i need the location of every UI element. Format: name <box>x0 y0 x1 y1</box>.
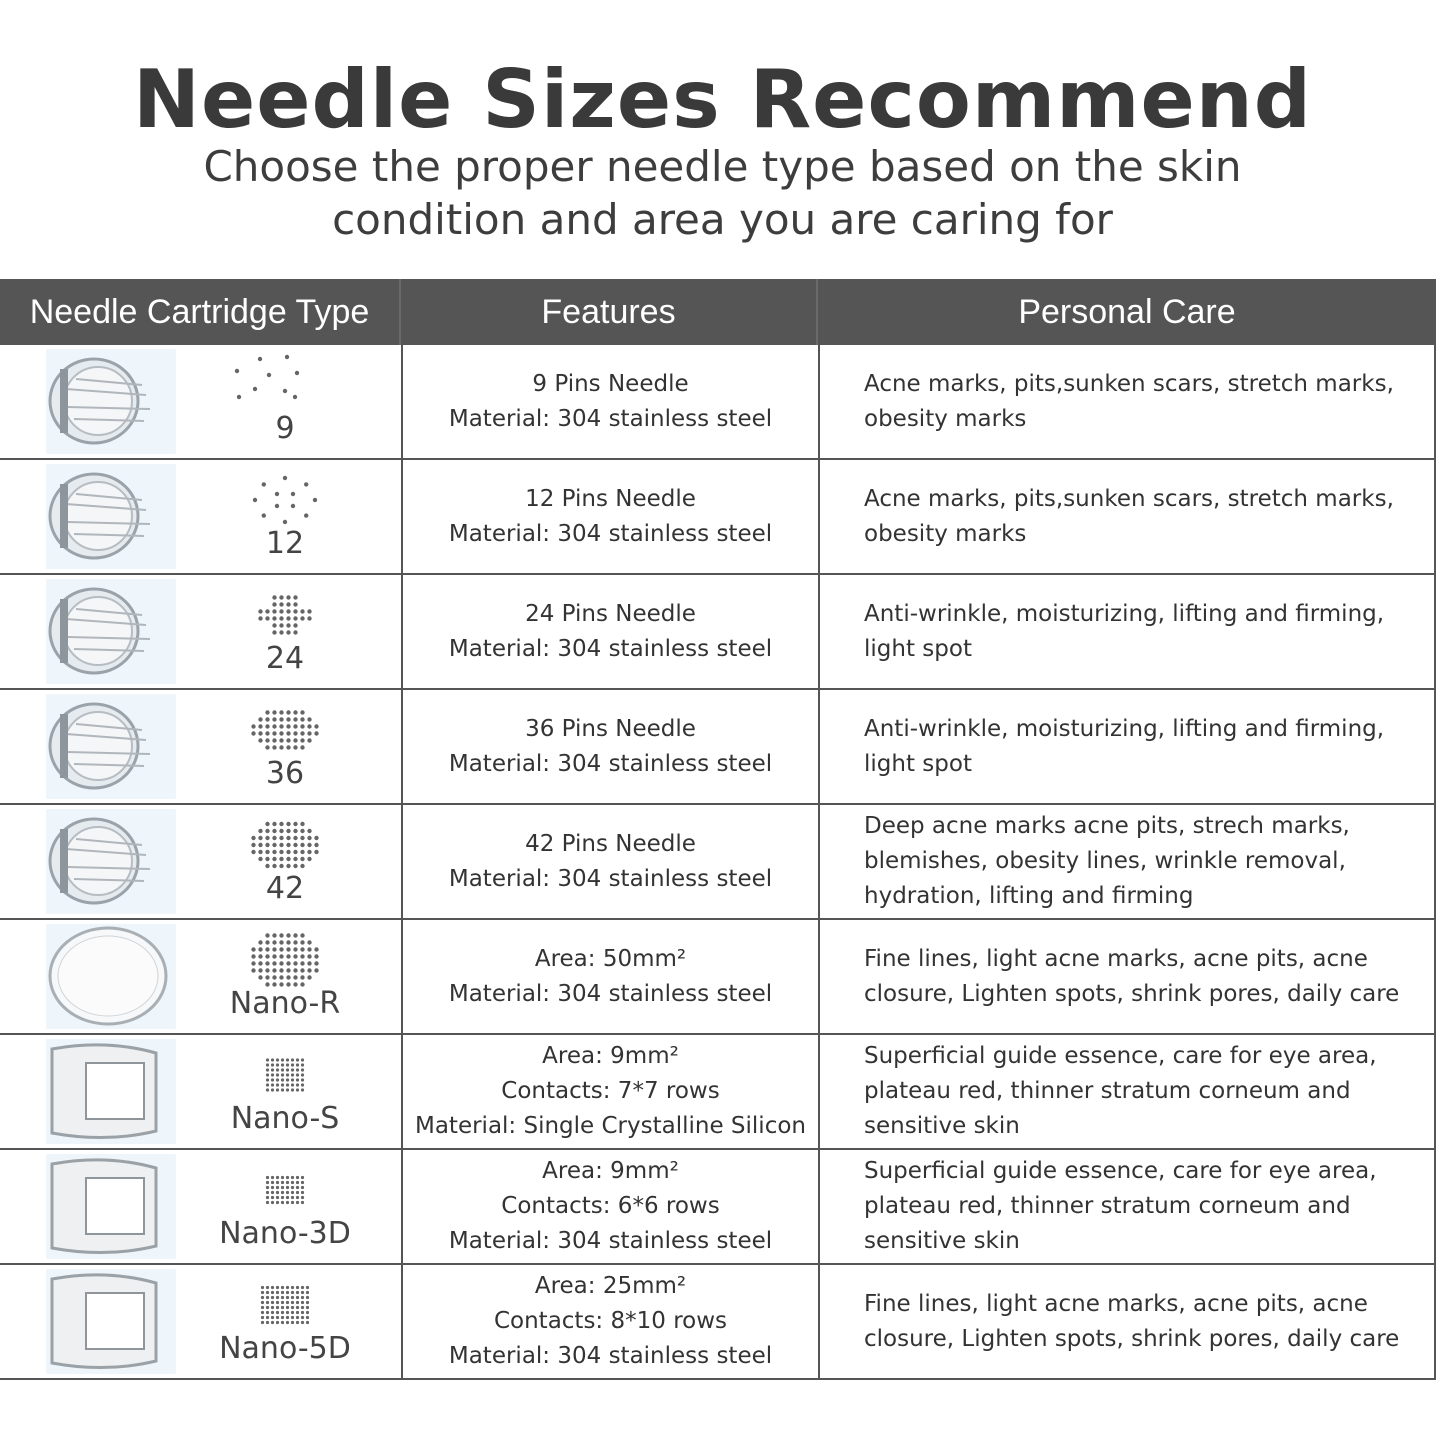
page-title: Needle Sizes Recommend <box>132 53 1313 146</box>
pin-pattern-icon <box>225 468 345 530</box>
feature-line: Contacts: 6*6 rows <box>501 1193 720 1219</box>
pin-pattern-icon <box>225 698 345 760</box>
subtitle-line-2: condition and area you are caring for <box>332 195 1113 244</box>
features-cell <box>401 1150 818 1263</box>
personal-care-cell <box>818 805 1436 918</box>
pin-pattern-icon <box>225 1273 345 1335</box>
feature-line: Material: 304 stainless steel <box>448 635 773 662</box>
personal-care-cell <box>818 1035 1436 1148</box>
cartridge-image <box>46 1154 176 1259</box>
feature-line: Material: 304 stainless steel <box>448 405 773 432</box>
features-cell <box>401 805 818 918</box>
pin-pattern-icon <box>225 583 345 645</box>
care-line: obesity marks <box>864 520 1027 547</box>
features-cell <box>401 920 818 1033</box>
care-line: Acne marks, pits,sunken scars, stretch marks, <box>864 370 1394 397</box>
personal-care-cell <box>818 920 1436 1033</box>
care-line: Anti-wrinkle, moisturizing, lifting and firming, <box>864 715 1385 742</box>
feature-line: Contacts: 7*7 rows <box>501 1078 720 1104</box>
personal-care-cell <box>818 460 1436 573</box>
care-line: light spot <box>864 635 972 662</box>
care-line: closure, Lighten spots, shrink pores, daily care <box>864 980 1400 1007</box>
cartridge-type-cell <box>0 1035 401 1148</box>
pin-pattern-icon <box>225 353 345 415</box>
feature-line: 12 Pins Needle <box>525 485 696 512</box>
pin-pattern-icon <box>225 813 345 875</box>
cartridge-image <box>46 694 176 799</box>
pin-pattern-icon <box>225 1158 345 1220</box>
care-line: plateau red, thinner stratum corneum and <box>864 1193 1351 1219</box>
cartridge-image <box>46 809 176 914</box>
cartridge-image <box>46 1039 176 1144</box>
care-line: plateau red, thinner stratum corneum and <box>864 1078 1351 1104</box>
feature-line: Material: 304 stainless steel <box>448 865 773 892</box>
table-row <box>0 345 1436 460</box>
cartridge-type-cell <box>0 460 401 573</box>
cartridge-type-label: 42 <box>265 871 305 906</box>
header-type: Needle Cartridge Type <box>0 279 401 345</box>
cartridge-type-label: Nano-S <box>230 1101 340 1136</box>
cartridge-type-cell <box>0 1265 401 1378</box>
cartridge-image <box>46 1269 176 1374</box>
features-cell <box>401 460 818 573</box>
feature-line: Material: 304 stainless steel <box>448 980 773 1007</box>
table-row <box>0 575 1436 690</box>
cartridge-type-cell <box>0 805 401 918</box>
care-line: hydration, lifting and firming <box>864 883 1194 909</box>
cartridge-type-label: 12 <box>265 526 305 561</box>
cartridge-type-cell <box>0 690 401 803</box>
personal-care-cell <box>818 1150 1436 1263</box>
feature-line: Area: 9mm² <box>542 1158 679 1184</box>
pin-pattern-icon <box>225 928 345 990</box>
cartridge-type-cell <box>0 575 401 688</box>
cartridge-type-label: Nano-R <box>229 986 341 1021</box>
feature-line: 36 Pins Needle <box>525 715 696 742</box>
table-row <box>0 460 1436 575</box>
feature-line: Area: 50mm² <box>534 945 687 972</box>
feature-line: Area: 25mm² <box>534 1273 687 1299</box>
features-cell <box>401 1265 818 1378</box>
cartridge-type-label: 9 <box>275 411 295 446</box>
table-row <box>0 920 1436 1035</box>
subtitle-line-1: Choose the proper needle type based on the skin <box>203 142 1242 191</box>
feature-line: Material: Single Crystalline Silicon <box>414 1113 806 1139</box>
cartridge-image <box>46 579 176 684</box>
feature-line: 9 Pins Needle <box>532 370 689 397</box>
feature-line: Material: 304 stainless steel <box>448 520 773 547</box>
features-cell <box>401 575 818 688</box>
care-line: blemishes, obesity lines, wrinkle removal, <box>864 848 1346 874</box>
care-line: Acne marks, pits,sunken scars, stretch marks, <box>864 485 1394 512</box>
feature-line: Material: 304 stainless steel <box>448 1343 773 1369</box>
pin-pattern-icon <box>225 1043 345 1105</box>
care-line: light spot <box>864 750 972 777</box>
care-line: sensitive skin <box>864 1228 1020 1254</box>
feature-line: Contacts: 8*10 rows <box>493 1308 728 1334</box>
header-features: Features <box>401 279 818 345</box>
cartridge-type-cell <box>0 920 401 1033</box>
features-cell <box>401 1035 818 1148</box>
care-line: sensitive skin <box>864 1113 1020 1139</box>
care-line: Anti-wrinkle, moisturizing, lifting and firming, <box>864 600 1385 627</box>
cartridge-image <box>46 349 176 454</box>
table-row <box>0 1035 1436 1150</box>
cartridge-type-label: Nano-3D <box>219 1216 351 1251</box>
care-line: Superficial guide essence, care for eye area, <box>864 1043 1377 1069</box>
table-row <box>0 1150 1436 1265</box>
personal-care-cell <box>818 345 1436 458</box>
cartridge-image <box>46 464 176 569</box>
table-row <box>0 690 1436 805</box>
cartridge-type-label: Nano-5D <box>219 1331 351 1366</box>
feature-line: Material: 304 stainless steel <box>448 1228 773 1254</box>
table-row <box>0 1265 1436 1380</box>
cartridge-type-cell <box>0 345 401 458</box>
care-line: Superficial guide essence, care for eye area, <box>864 1158 1377 1184</box>
care-line: Fine lines, light acne marks, acne pits, acne <box>864 945 1368 972</box>
table-header <box>0 279 1436 345</box>
care-line: Fine lines, light acne marks, acne pits, acne <box>864 1290 1368 1317</box>
feature-line: 24 Pins Needle <box>525 600 696 627</box>
features-cell <box>401 690 818 803</box>
personal-care-cell <box>818 690 1436 803</box>
cartridge-type-label: 24 <box>265 641 305 676</box>
personal-care-cell <box>818 1265 1436 1378</box>
personal-care-cell <box>818 575 1436 688</box>
table-row <box>0 805 1436 920</box>
needle-table <box>0 279 1436 1380</box>
care-line: Deep acne marks acne pits, strech marks, <box>864 813 1350 839</box>
care-line: obesity marks <box>864 405 1027 432</box>
feature-line: Material: 304 stainless steel <box>448 750 773 777</box>
features-cell <box>401 345 818 458</box>
feature-line: 42 Pins Needle <box>525 830 696 857</box>
table-body <box>0 345 1436 1380</box>
care-line: closure, Lighten spots, shrink pores, daily care <box>864 1325 1400 1352</box>
header-care: Personal Care <box>1018 292 1236 331</box>
cartridge-type-label: 36 <box>265 756 305 791</box>
cartridge-type-cell <box>0 1150 401 1263</box>
feature-line: Area: 9mm² <box>542 1043 679 1069</box>
cartridge-image <box>46 924 176 1029</box>
